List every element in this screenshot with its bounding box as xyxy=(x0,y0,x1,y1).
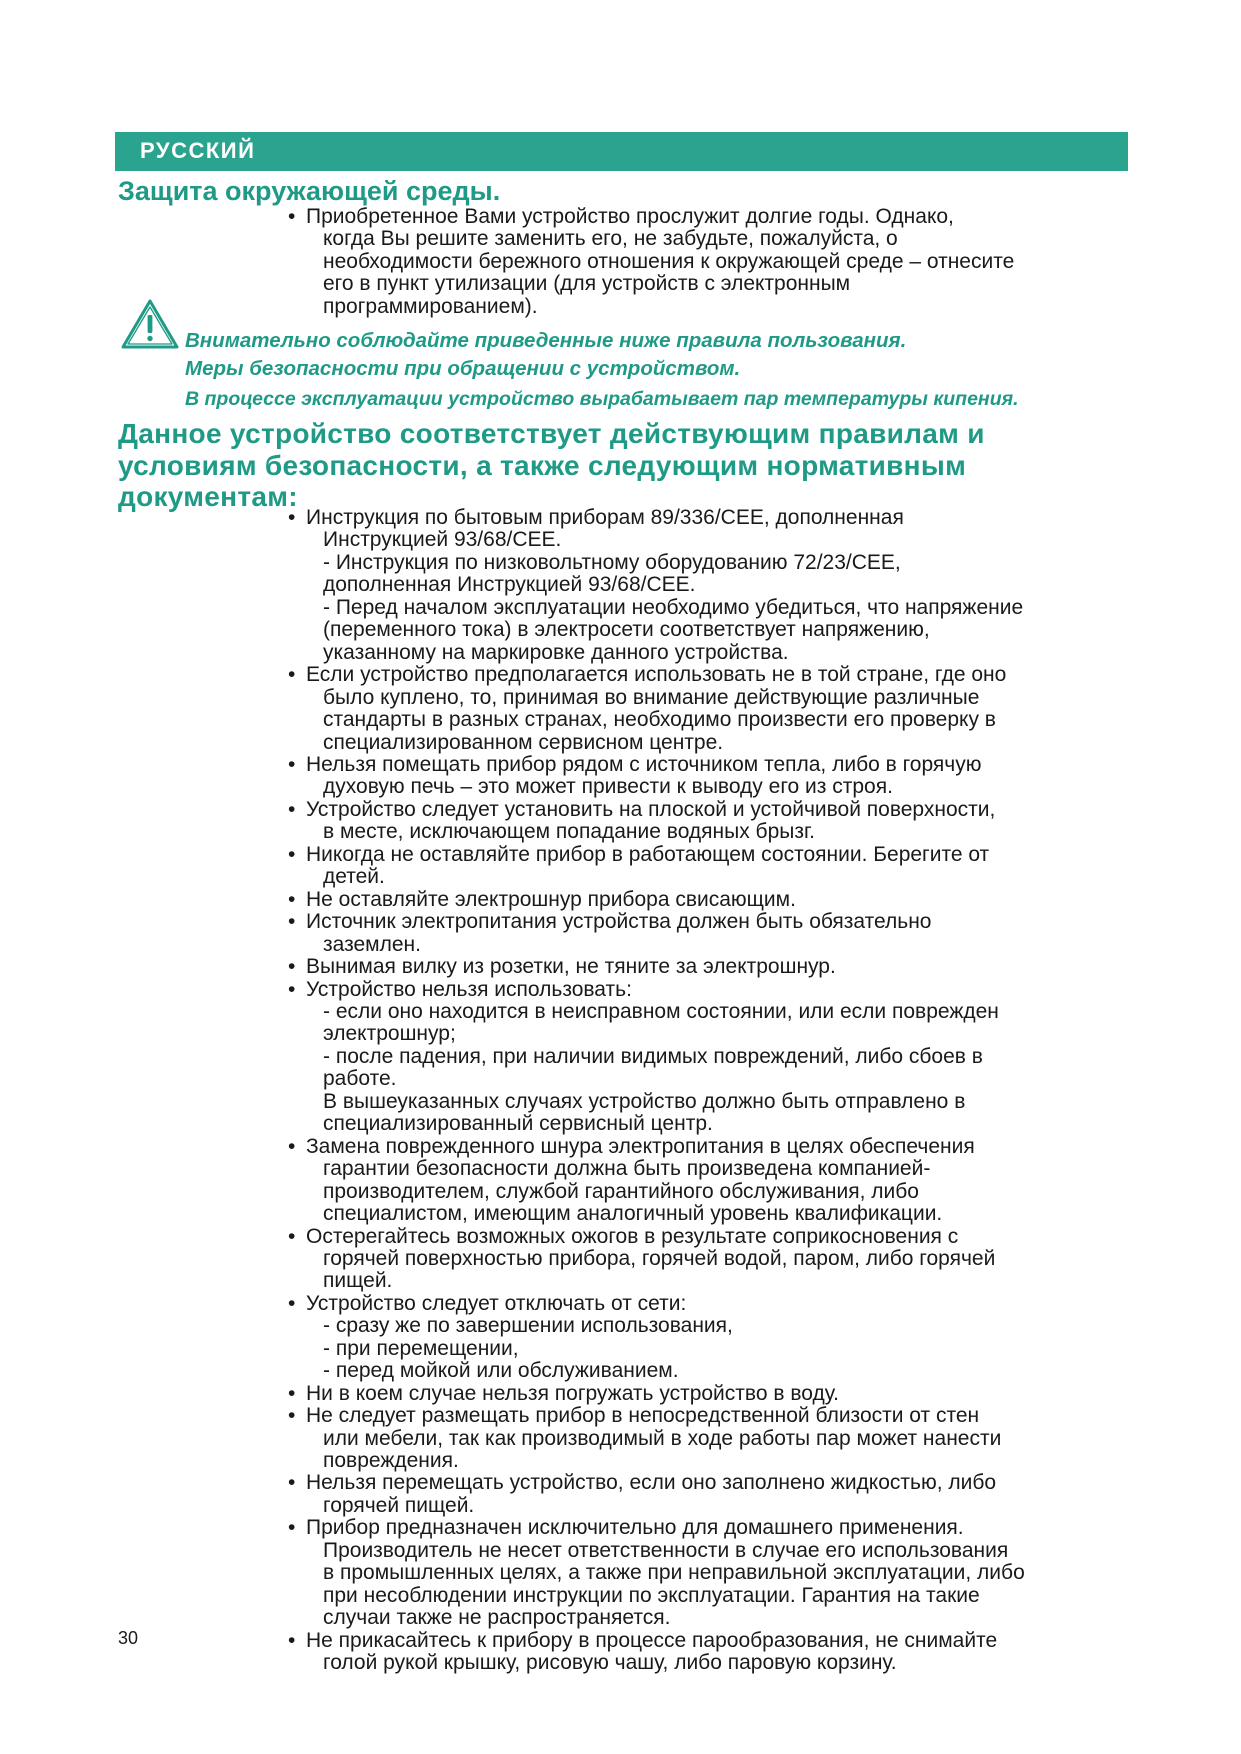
continuation-line: дополненная Инструкцией 93/68/CEE. xyxy=(323,573,696,597)
continuation-line: стандарты в разных странах, необходимо произвести его проверку в xyxy=(323,708,996,732)
bullet-item-line: • Не следует размещать прибор в непосредственной близости от стен xyxy=(0,1405,1025,1427)
warning-line-usage-rules: Внимательно соблюдайте приведенные ниже правила пользования. xyxy=(185,329,907,352)
continuation-line: специализированный сервисный центр. xyxy=(323,1112,713,1136)
continuation-line: (переменного тока) в электросети соответствует напряжению, xyxy=(323,618,930,642)
compliance-title-line: документам: xyxy=(118,481,298,512)
bullet-item-line: • Инструкция по бытовым приборам 89/336/CEE, дополненная xyxy=(0,507,1025,529)
bullet-item-line: • Остерегайтесь возможных ожогов в результате соприкосновения с xyxy=(0,1226,1025,1248)
bullet-item-line: • Нельзя помещать прибор рядом с источником тепла, либо в горячую xyxy=(0,754,1025,776)
continuation-line: голой рукой крышку, рисовую чашу, либо паровую корзину. xyxy=(323,1651,897,1675)
bullet-item-line: • Никогда не оставляйте прибор в работающем состоянии. Берегите от xyxy=(0,844,1025,866)
continuation-line: - перед мойкой или обслуживанием. xyxy=(323,1359,679,1383)
continuation-line: в месте, исключающем попадание водяных брызг. xyxy=(323,820,815,844)
bullet-item-line: • Если устройство предполагается использовать не в той стране, где оно xyxy=(0,664,1025,686)
continuation-line: его в пункт утилизации (для устройств с электронным xyxy=(323,272,851,296)
bullet-item-line: • Нельзя перемещать устройство, если оно заполнено жидкостью, либо xyxy=(0,1472,1025,1494)
warning-line-steam: В процессе эксплуатации устройство вырабатывает пар температуры кипения. xyxy=(185,388,1019,410)
continuation-line: - Перед началом эксплуатации необходимо убедиться, что напряжение xyxy=(323,595,1024,619)
continuation-line: электрошнур; xyxy=(323,1022,456,1046)
continuation-line: при несоблюдении инструкции по эксплуатации. Гарантия на такие xyxy=(323,1583,980,1607)
continuation-line: Инструкцией 93/68/CEE. xyxy=(323,528,562,552)
page-number: 30 xyxy=(118,1628,139,1648)
continuation-line: было куплено, то, принимая во внимание действующие различные xyxy=(323,685,980,709)
continuation-line: специалистом, имеющим аналогичный уровень квалификации. xyxy=(323,1202,943,1226)
bullet-item-line: • Источник электропитания устройства должен быть обязательно xyxy=(0,911,1025,933)
bullet-item-line: • Устройство нельзя использовать: xyxy=(0,979,1025,1001)
continuation-line: необходимости бережного отношения к окружающей среде – отнесите xyxy=(323,249,1015,273)
bullet-item-line: • Устройство следует отключать от сети: xyxy=(0,1293,1025,1315)
bullet-item-line: • Не прикасайтесь к прибору в процессе парообразования, не снимайте xyxy=(0,1630,1025,1652)
compliance-title-line: условиям безопасности, а также следующим нормативным xyxy=(118,449,967,481)
continuation-line: производителем, службой гарантийного обслуживания, либо xyxy=(323,1179,919,1203)
continuation-line: Производитель не несет ответственности в случае его использования xyxy=(323,1538,1009,1562)
continuation-line: - если оно находится в неисправном состоянии, или если поврежден xyxy=(323,999,999,1023)
warning-triangle-icon xyxy=(120,298,180,350)
bullet-item-line: • Ни в коем случае нельзя погружать устройство в воду. xyxy=(0,1383,1025,1405)
continuation-line: - Инструкция по низковольтному оборудованию 72/23/CEE, xyxy=(323,550,901,574)
continuation-line: - при перемещении, xyxy=(323,1336,519,1360)
bullet-item-line: • Устройство следует установить на плоской и устойчивой поверхности, xyxy=(0,799,1025,821)
continuation-line: гарантии безопасности должна быть произведена компанией- xyxy=(323,1157,931,1181)
continuation-line: - после падения, при наличии видимых повреждений, либо сбоев в xyxy=(323,1044,983,1068)
continuation-line: заземлен. xyxy=(323,932,421,956)
continuation-line: горячей поверхностью прибора, горячей водой, паром, либо горячей xyxy=(323,1246,996,1270)
continuation-line: горячей пищей. xyxy=(323,1493,475,1517)
continuation-line: в промышленных целях, а также при неправильной эксплуатации, либо xyxy=(323,1561,1025,1585)
continuation-line: случаи также не распространяется. xyxy=(323,1606,671,1630)
warning-line-safety-measures: Меры безопасности при обращении с устройством. xyxy=(185,357,741,380)
compliance-title xyxy=(118,418,985,513)
continuation-line: В вышеуказанных случаях устройство должно быть отправлено в xyxy=(323,1089,966,1113)
bullet-item-line: • Вынимая вилку из розетки, не тяните за электрошнур. xyxy=(0,956,1025,978)
environment-title: Защита окружающей среды. xyxy=(118,176,501,206)
continuation-line: работе. xyxy=(323,1067,397,1091)
continuation-line: - сразу же по завершении использования, xyxy=(323,1314,733,1338)
continuation-line: детей. xyxy=(323,865,385,889)
continuation-line: программированием). xyxy=(323,294,538,318)
safety-instructions-list xyxy=(0,507,1025,1675)
continuation-line: пищей. xyxy=(323,1269,393,1293)
continuation-line: духовую печь – это может привести к выводу его из строя. xyxy=(323,775,893,799)
compliance-title-line: Данное устройство соответствует действующим правилам и xyxy=(118,418,985,449)
bullet-item-line: • Не оставляйте электрошнур прибора свисающим. xyxy=(0,889,1025,911)
language-label: РУССКИЙ xyxy=(140,138,256,163)
continuation-line: когда Вы решите заменить его, не забудьте, пожалуйста, о xyxy=(323,227,898,251)
language-header-bar xyxy=(115,132,1128,171)
continuation-line: или мебели, так как производимый в ходе работы пар может нанести xyxy=(323,1426,1002,1450)
continuation-line: повреждения. xyxy=(323,1449,459,1473)
continuation-line: специализированном сервисном центре. xyxy=(323,730,724,754)
bullet-item-line: • Приобретенное Вами устройство прослужит долгие годы. Однако, xyxy=(0,206,1014,228)
bullet-item-line: • Замена поврежденного шнура электропитания в целях обеспечения xyxy=(0,1136,1025,1158)
bullet-item-line: • Прибор предназначен исключительно для домашнего применения. xyxy=(0,1517,1025,1539)
continuation-line: указанному на маркировке данного устройства. xyxy=(323,640,789,664)
